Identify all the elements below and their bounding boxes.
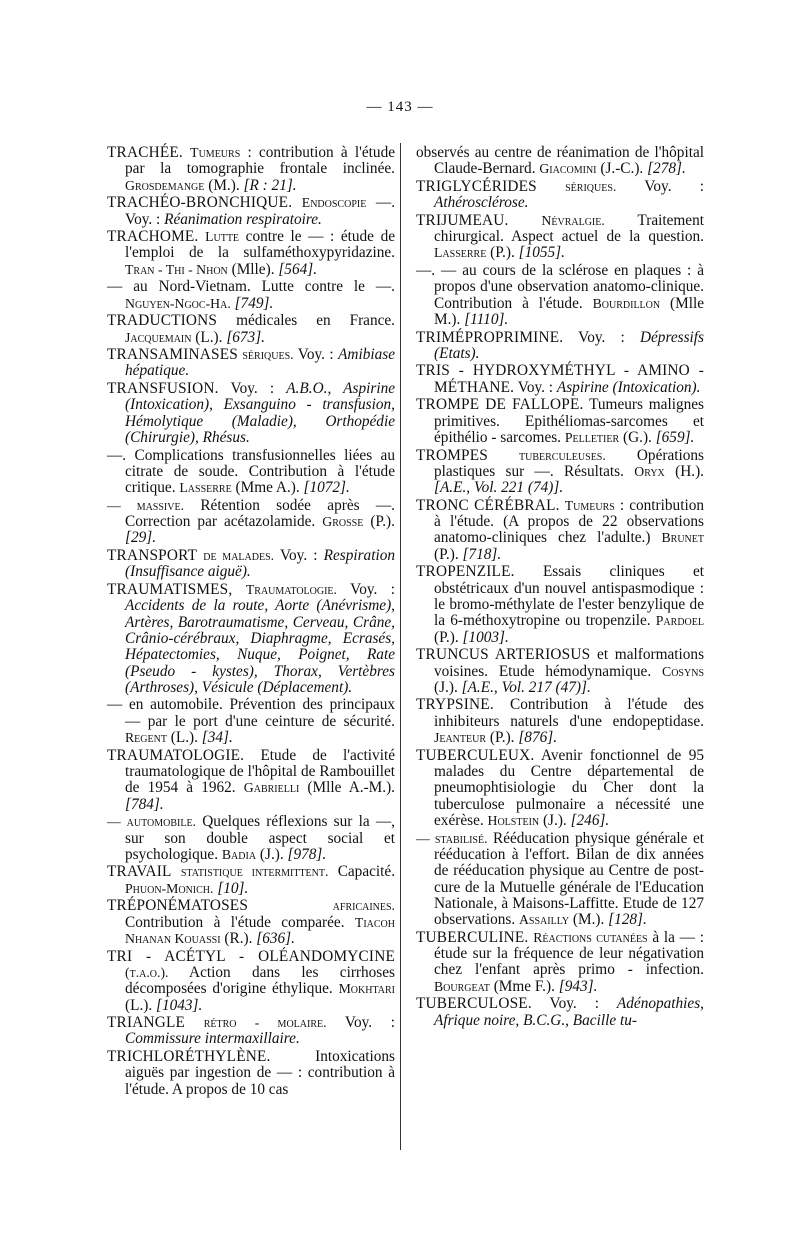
entry-text: : contribution à l'étude par la tomographie frontale inclinée. bbox=[125, 144, 396, 178]
entry-subheading: tuberculeuses. bbox=[519, 447, 606, 463]
entry-subheading: Réactions cutanées bbox=[533, 929, 648, 945]
entry-reference: [29]. bbox=[125, 529, 157, 547]
entry-reference: [10]. bbox=[217, 879, 249, 897]
entry-author-initials: (J.). bbox=[259, 845, 284, 863]
entry-cross-reference: Amibiase hépatique. bbox=[125, 346, 395, 380]
entry-author: Regent bbox=[125, 730, 167, 746]
index-entry bbox=[416, 213, 704, 262]
entry-author-initials: (P.). bbox=[490, 244, 515, 262]
index-entry bbox=[107, 229, 395, 278]
entry-headword: TRIS - HYDROXYMÉTHYL - AMINO - MÉTHANE. bbox=[416, 362, 704, 396]
entry-reference: [673]. bbox=[226, 328, 265, 346]
entry-text: Voy. : bbox=[297, 346, 334, 364]
entry-headword: TRAVAIL bbox=[107, 863, 172, 881]
index-entry bbox=[416, 397, 704, 446]
entry-author: Pelletier bbox=[564, 429, 620, 445]
entry-headword: TRYPSINE. bbox=[416, 696, 494, 714]
entry-subheading: — automobile. bbox=[107, 814, 196, 830]
left-column bbox=[107, 145, 395, 1099]
entry-author-initials: (R.). bbox=[224, 929, 253, 947]
entry-text: Voy. : bbox=[230, 379, 275, 397]
entry-reference: [636]. bbox=[256, 929, 295, 947]
entry-headword: TRACHOME. bbox=[107, 228, 199, 246]
index-entry bbox=[416, 448, 704, 497]
entry-text: — en automobile. Prévention des principaux — par le port d'une ceinture de sécurité. bbox=[107, 696, 395, 730]
entry-headword: TUBERCULINE. bbox=[416, 928, 529, 946]
index-entry bbox=[107, 1049, 395, 1098]
entry-text: Opérations plastiques sur —. Résultats. bbox=[434, 446, 704, 480]
entry-subheading: Endoscopie bbox=[301, 195, 367, 211]
entry-author-initials: (Mlle). bbox=[231, 260, 275, 278]
entry-reference: [978]. bbox=[287, 845, 327, 863]
entry-headword: TRACHÉO-BRONCHIQUE. bbox=[107, 194, 293, 212]
entry-headword: TRANSAMINASES bbox=[107, 346, 238, 364]
index-entry bbox=[107, 279, 395, 312]
entry-reference: [34]. bbox=[201, 729, 233, 747]
entry-subheading: Tumeurs bbox=[190, 145, 241, 160]
entry-cross-reference: Dépressifs (Etats). bbox=[434, 328, 704, 362]
entry-author-initials: (M.). bbox=[572, 911, 605, 929]
entry-subheading: sériques. bbox=[565, 178, 617, 194]
index-entry bbox=[107, 697, 395, 746]
entry-reference: [246]. bbox=[570, 812, 610, 829]
index-entry bbox=[416, 748, 704, 830]
entry-cross-reference: Athérosclérose. bbox=[434, 194, 529, 212]
entry-author: Tran - Thi - Nhon bbox=[125, 261, 228, 277]
entry-cross-reference: Réanimation respiratoire. bbox=[164, 210, 322, 228]
entry-text: Traitement chirurgical. Aspect actuel de la question. bbox=[434, 211, 704, 246]
entry-author: Grosse bbox=[322, 514, 364, 530]
entry-author-initials: (L.). bbox=[170, 729, 198, 747]
entry-reference: [659]. bbox=[655, 428, 695, 446]
entry-reference: [A.E., Vol. 217 (47)]. bbox=[461, 678, 591, 696]
entry-subheading: Névralgie. bbox=[541, 212, 605, 228]
entry-text: Tumeurs malignes primitives. Epithéliomas-sarcomes et épithélio - sarcomes. bbox=[434, 396, 704, 446]
index-entry bbox=[107, 1015, 395, 1048]
entry-text: médicales en France. bbox=[236, 312, 396, 330]
entry-headword: TRICHLORÉTHYLÈNE. bbox=[107, 1047, 271, 1065]
entry-text: —. Complications transfusionnelles liées au citrate de soude. Contribution à l'étude critique. bbox=[107, 446, 395, 497]
index-entry bbox=[107, 548, 395, 581]
entry-headword: TRADUCTIONS bbox=[107, 312, 218, 330]
entry-cross-reference: Commissure intermaxillaire. bbox=[125, 1030, 300, 1048]
entry-text: Voy. : bbox=[279, 546, 318, 564]
entry-text: —. — au cours de la sclérose en plaques : à propos d'une observation anatomo-clinique. Contribution à l'étude. bbox=[416, 261, 704, 312]
entry-headword: TRIANGLE bbox=[107, 1014, 186, 1032]
index-entry bbox=[107, 898, 395, 947]
entry-text: Contribution à l'étude comparée. bbox=[125, 913, 345, 931]
right-column bbox=[416, 145, 704, 1030]
entry-text: — au Nord-Vietnam. Lutte contre le —. bbox=[107, 278, 395, 296]
index-entry bbox=[107, 748, 395, 813]
index-entry bbox=[107, 195, 395, 228]
entry-headword: TUBERCULEUX. bbox=[416, 746, 535, 764]
entry-author: Assailly bbox=[518, 912, 570, 928]
index-entry bbox=[416, 564, 704, 646]
entry-text: observés au centre de réanimation de l'hôpital Claude-Bernard. bbox=[416, 144, 704, 178]
entry-text: Etude de l'activité traumatologique de l'hôpital de Rambouillet de 1954 à 1962. bbox=[125, 746, 395, 797]
entry-headword: TRIGLYCÉRIDES bbox=[416, 177, 537, 195]
entry-author: Brunet bbox=[661, 530, 704, 546]
entry-text: —. Voy. : bbox=[125, 194, 396, 228]
entry-subheading: Traumatologie. bbox=[245, 581, 337, 597]
entry-subheading: Tumeurs bbox=[564, 497, 615, 513]
entry-subheading: (t.a.o.). bbox=[125, 964, 169, 980]
entry-cross-reference: Aspirine (Intoxication). bbox=[556, 378, 701, 396]
index-entry bbox=[416, 831, 704, 929]
column-divider bbox=[400, 143, 401, 1150]
index-entry bbox=[107, 448, 395, 497]
entry-cross-reference: Respiration (Insuffisance aiguë). bbox=[125, 546, 395, 581]
entry-text: contre le — : étude de l'emploi de la sulfaméthoxypyridazine. bbox=[125, 228, 396, 262]
entry-author: Lasserre bbox=[179, 480, 232, 496]
entry-reference: [278]. bbox=[647, 160, 686, 178]
entry-author-initials: (M.). bbox=[208, 176, 240, 194]
entry-reference: [128]. bbox=[608, 911, 647, 929]
entry-headword: TRANSPORT bbox=[107, 546, 198, 564]
entry-text: Action dans les cirrhoses décomposées d'origine éthylique. bbox=[125, 963, 396, 998]
entry-headword: TRAUMATISMES, bbox=[107, 580, 233, 598]
entry-author: Tiacoh Nhanan Kouassi bbox=[125, 914, 395, 946]
entry-headword: TRONC CÉRÉBRAL. bbox=[416, 496, 560, 514]
entry-author: Bourdillon bbox=[592, 295, 661, 311]
entry-subheading: — stabilisé. bbox=[416, 830, 488, 846]
entry-reference: [718]. bbox=[462, 545, 502, 563]
index-entry bbox=[107, 313, 395, 346]
entry-author-initials: (Mlle M.). bbox=[434, 294, 704, 328]
entry-author-initials: (P.). bbox=[489, 729, 515, 747]
entry-reference: [564]. bbox=[278, 260, 318, 278]
entry-author: Jacquemain bbox=[125, 329, 192, 345]
entry-reference: [A.E., Vol. 221 (74)]. bbox=[434, 479, 564, 497]
entry-subheading: de malades. bbox=[203, 547, 275, 563]
entry-text: Contribution à l'étude des inhibiteurs naturels d'une endopeptidase. bbox=[434, 696, 704, 730]
entry-author-initials: (G.). bbox=[622, 428, 652, 446]
entry-author: Gabrielli bbox=[243, 780, 300, 796]
index-entry bbox=[416, 363, 704, 396]
entry-subheading: sériques. bbox=[242, 347, 294, 363]
entry-text: Rééducation physique générale et rééducation à l'effort. Bilan de dix années de rééducation physique au Centre de post-cure de la Mutuelle générale de l'Education Nationale, à Maisons-Laffitte. Etude de 127 observations. bbox=[434, 829, 704, 929]
entry-text: Voy. : bbox=[549, 995, 599, 1013]
entry-author: Mokhtari bbox=[338, 981, 395, 997]
entry-author: Badia bbox=[221, 846, 257, 862]
index-entry bbox=[107, 814, 395, 863]
entry-cross-reference: Accidents de la route, Aorte (Anévrisme), Artères, Barotraumatisme, Cerveau, Crâne, Crânio-cérébraux, Diaphragme, Ecrasés, Hépatectomies, Nuque, Poignet, Rate (Pseudo - kystes), Thorax, Vertèbres (Arthroses), Vésicule (Déplacement). bbox=[125, 597, 395, 696]
entry-author-initials: (P.). bbox=[434, 545, 459, 563]
entry-author: Pardoel bbox=[655, 613, 704, 629]
entry-reference: [1003]. bbox=[462, 628, 509, 646]
entry-headword: TRÉPONÉMATOSES bbox=[107, 897, 249, 915]
index-entry bbox=[416, 498, 704, 563]
entry-headword: TRUNCUS ARTERIOSUS bbox=[416, 646, 591, 664]
entry-text: Voy. : bbox=[578, 328, 625, 346]
entry-headword: TRAUMATOLOGIE. bbox=[107, 746, 245, 764]
index-entry bbox=[416, 930, 704, 995]
index-entry bbox=[107, 498, 395, 547]
entry-text: Voy. : bbox=[344, 1014, 395, 1032]
entry-author: Bourgeat bbox=[434, 978, 490, 994]
index-entry bbox=[107, 949, 395, 1014]
entry-reference: [1043]. bbox=[156, 996, 203, 1014]
entry-author: Giacomini bbox=[539, 161, 597, 177]
index-entry bbox=[107, 582, 395, 696]
entry-author-initials: (Mme F.). bbox=[493, 977, 555, 995]
entry-text: à la — : étude sur la fréquence de leur négativation chez l'enfant après primo - infection. bbox=[434, 928, 704, 979]
entry-text: Voy. : bbox=[350, 580, 396, 598]
index-entry bbox=[416, 263, 704, 328]
entry-subheading: africaines. bbox=[332, 898, 395, 914]
entry-subheading: rétro - molaire. bbox=[203, 1015, 327, 1031]
entry-headword: TUBERCULOSE. bbox=[416, 995, 532, 1013]
entry-reference: [784]. bbox=[125, 795, 164, 813]
entry-text: Avenir fonctionnel de 95 malades du Centre départemental de pneumophtisiologie du Cher dont la tuberculose pulmonaire a nécessité une exérèse. bbox=[434, 746, 704, 829]
entry-author: Oryx bbox=[634, 463, 665, 479]
entry-subheading: Lutte bbox=[205, 229, 240, 245]
entry-author-initials: (P.). bbox=[434, 628, 459, 646]
entry-reference: [876]. bbox=[518, 729, 558, 747]
index-entry bbox=[416, 697, 704, 746]
entry-headword: TRANSFUSION. bbox=[107, 379, 219, 397]
entry-author-initials: (J.-C.). bbox=[600, 160, 644, 178]
entry-author-initials: (J.). bbox=[542, 812, 567, 829]
entry-author: Holstein bbox=[487, 813, 540, 828]
entry-text: Intoxications aiguës par ingestion de — : contribution à l'étude. A propos de 10 cas bbox=[125, 1047, 395, 1098]
page-number: — 143 — bbox=[366, 99, 434, 115]
index-entry bbox=[416, 145, 704, 178]
entry-reference: [1055]. bbox=[518, 244, 565, 262]
entry-text: Essais cliniques et obstétricaux d'un nouvel antispasmodique : le bromo-méthylate de l'ester benzylique de la 6-méthoxytropine ou tropenzile. bbox=[434, 563, 704, 630]
index-entry bbox=[107, 145, 395, 194]
index-entry bbox=[107, 864, 395, 897]
index-entry bbox=[416, 330, 704, 363]
entry-text: Capacité. bbox=[337, 863, 396, 881]
entry-subheading: — massive. bbox=[107, 497, 185, 513]
entry-cross-reference: A.B.O., Aspirine (Intoxication), Exsanguino - transfusion, Hémolytique (Maladie), Orthopédie (Chirurgie), Rhésus. bbox=[125, 379, 396, 446]
entry-subheading: statistique intermittent. bbox=[180, 864, 329, 880]
entry-text: Voy. : bbox=[644, 177, 704, 195]
entry-headword: TRIMÉPROPRIMINE. bbox=[416, 328, 564, 346]
entry-reference: [1110]. bbox=[464, 311, 509, 328]
entry-headword: TROPENZILE. bbox=[416, 563, 515, 581]
entry-author: Cosyns bbox=[662, 663, 705, 679]
entry-author-initials: (Mme A.). bbox=[235, 479, 300, 497]
entry-text: Quelques réflexions sur la —, sur son double aspect social et psychologique. bbox=[125, 813, 396, 863]
entry-author-initials: (L.). bbox=[125, 996, 153, 1014]
entry-text: Rétention sodée après —. Correction par acétazolamide. bbox=[125, 496, 395, 531]
entry-reference: [943]. bbox=[558, 977, 598, 995]
entry-text: : contribution à l'étude. (A propos de 22 observations anatomo-cliniques chez l'adulte.) bbox=[434, 496, 704, 547]
entry-author: Grosdemange bbox=[125, 177, 205, 193]
index-entry bbox=[416, 996, 704, 1029]
entry-text: et malformations voisines. Etude hémodynamique. bbox=[434, 646, 705, 680]
entry-author-initials: (J.). bbox=[434, 678, 458, 696]
entry-headword: TRIJUMEAU. bbox=[416, 211, 509, 229]
entry-reference: [749]. bbox=[234, 294, 274, 312]
entry-author-initials: (P.). bbox=[370, 513, 395, 531]
entry-cross-reference: Adénopathies, Afrique noire, B.C.G., Bacille tu- bbox=[434, 995, 704, 1029]
entry-headword: TROMPE DE FALLOPE. bbox=[416, 396, 584, 414]
entry-reference: [1072]. bbox=[303, 479, 350, 497]
entry-author-initials: (L.). bbox=[195, 328, 223, 346]
entry-headword: TROMPES bbox=[416, 446, 488, 464]
entry-text: Voy. : bbox=[517, 378, 554, 396]
entry-author-initials: (Mlle A.-M.). bbox=[307, 779, 396, 797]
entry-author-initials: (H.). bbox=[675, 462, 705, 480]
entry-headword: TRACHÉE. bbox=[107, 144, 183, 161]
entry-author: Phuon-Monich. bbox=[125, 880, 214, 896]
entry-author: Jeanteur bbox=[434, 730, 487, 746]
index-entry bbox=[107, 347, 395, 380]
entry-headword: TRI - ACÉTYL - OLÉANDOMYCINE bbox=[107, 947, 395, 965]
entry-reference: [R : 21]. bbox=[243, 176, 297, 194]
entry-author: Nguyen-Ngoc-Ha. bbox=[125, 295, 231, 311]
index-entry bbox=[416, 179, 704, 212]
index-entry bbox=[107, 381, 395, 446]
entry-author: Lasserre bbox=[434, 245, 487, 261]
index-entry bbox=[416, 647, 704, 696]
